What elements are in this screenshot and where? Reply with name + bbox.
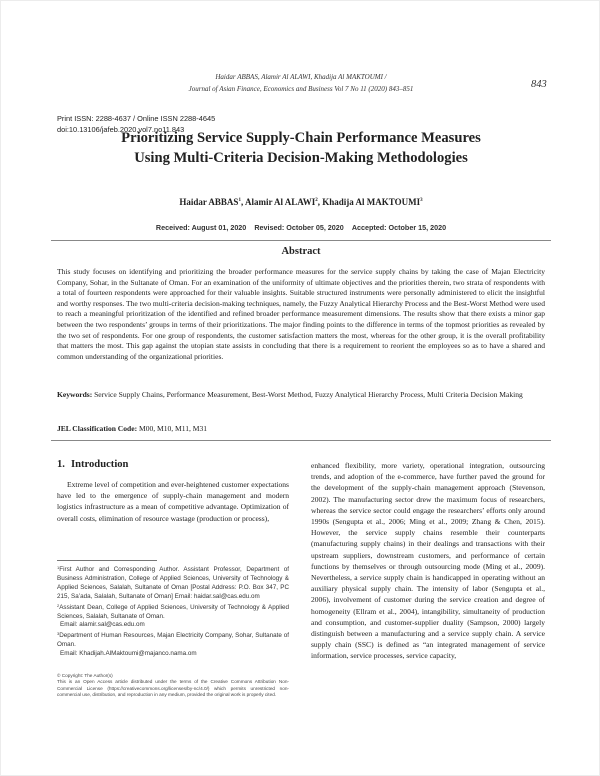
footnote-text: Department of Human Resources, Majan Electricity Company, Sohar, Sultanate of Oman. — [57, 632, 289, 649]
author-name: Alamir Al ALAWI — [244, 197, 316, 207]
footnotes — [57, 564, 289, 659]
jel-label: JEL Classification Code: — [57, 424, 138, 433]
jel-codes: M00, M10, M11, M31 — [138, 424, 208, 433]
accepted-date: Accepted: October 15, 2020 — [351, 223, 447, 232]
jel-classification — [57, 424, 545, 435]
footnote-2-email: Email: alamir.sal@cas.edu.om — [60, 621, 145, 629]
running-head — [1, 71, 600, 95]
footnote-mark: 1 — [57, 565, 60, 570]
publication-dates — [51, 223, 551, 232]
header-divider — [51, 240, 551, 241]
revised-date: Revised: October 05, 2020 — [254, 223, 344, 232]
keywords-label: Keywords: — [57, 390, 93, 399]
doi-line: doi:10.13106/jafeb.2020.vol7.no11.843 — [57, 125, 185, 134]
keywords — [57, 390, 545, 401]
keywords-text: Service Supply Chains, Performance Measurement, Best-Worst Method, Fuzzy Analytical Hierarchy Process, Multi Criteria Decision Making — [94, 390, 523, 399]
copyright-notice — [57, 673, 289, 698]
running-head-journal: Journal of Asian Finance, Economics and Business Vol 7 No 11 (2020) 843–851 — [188, 85, 414, 93]
author-name: Haidar ABBAS — [179, 197, 239, 207]
footnote-mark: 3 — [57, 631, 60, 637]
footnote-1 — [57, 564, 289, 602]
intro-right-column: enhanced flexibility, more variety, operational integration, outsourcing trends, and adoption of the e-commerce, have further paved the ground for the development of the supply-chain management approach (Stevenson, 2002). The manufacturing sector drew the maximum focus of researchers, whereas the service sector could engage the researchers’ efforts only around 1990s (Sengupta et al., 2006; Ming et al., 2009; Zhang & Chen, 2015). However, the service supply chains resemble their counterparts (manufacturing supply chains) in their dealings and transactions with their upstream suppliers, downstream customers, and performance of certain functions by themselves or through outsourcing mode (Ming et al., 2009). Nevertheless, a service supply chain is handicapped in operating without an auxiliary physical supply chain. The intensity of labor (Sengupta et al., 2006), involvement of customer during the service creation and degree of homogeneity (Ellram et al., 2004), intangibility, simultaneity of production and consumption, and customer-supplier duality (Sampson, 2000) largely distinguish between a manufacturing and a service supply chain. A service supply chain (SSC) is defined as “an integrated management of service information, service processes, service capacity, — [311, 461, 545, 661]
intro-left-column: Extreme level of competition and ever-heightened customer expectations have led to the emergence of supply-chain management and modern logistics infrastructure as a mean of competitive advantage. Optimization of overall costs, elimination of resource wastage (production or process), — [57, 480, 289, 523]
author-list: Haidar ABBAS$^1$, Alamir Al ALAWI$^2$, Khadija Al MAKTOUMI$^3$ — [179, 197, 423, 207]
running-head-authors: Haidar ABBAS, Alamir Al ALAWI, Khadija Al MAKTOUMI / — [215, 73, 387, 81]
footnote-3 — [57, 630, 289, 650]
author-affiliation-mark: 1 — [238, 198, 241, 203]
page-number: 843 — [531, 79, 547, 90]
abstract-body: This study focuses on identifying and prioritizing the broader performance measures for the service supply chains by taking the case of Majan Electricity Company, Sohar, in the Sultanate of Oman. For an examination of the uniformity of ultimate objectives and the priorities therein, two strata of respondents with a total of fourteen respondents were approached for their valuable insights. Suitable structured instruments were personally administered to elicit the insightful and worthy responses. The two multi-criteria decision-making techniques, namely, the Fuzzy Analytical Hierarchy Process and the Best-Worst Method were used to reach a meaningful prioritization of the identified and refined broader performance measurement dimensions. The results show that there exists a minor gap between the two respondents’ groups in terms of their prioritizations. The major finding points to the difference in terms of the topmost priorities as revealed by the two set of respondents. For one group of respondents, the customer satisfaction matters the most, whereas for the other group, it is the overall profitability that matters the most. This gap against the utopian state assists in concluding that there is a requirement to reorient the employees so as to have a shared and common understanding of the organizational priorities. — [57, 267, 545, 361]
author-affiliation-mark: 3 — [420, 198, 423, 203]
copyright-line: © Copyright: The Author(s) — [57, 673, 113, 678]
paper-title — [51, 129, 551, 168]
footnote-divider — [57, 560, 157, 561]
footnote-2 — [57, 602, 289, 622]
abstract-divider — [51, 440, 551, 441]
license-text: This is an Open Access article distributed under the terms of the Creative Commons Attribution Non-Commercial License (https://creativecommons.org/licenses/by-nc/4.0/) which permits unrestricted non-commercial use, distribution, and reproduction in any medium, provided the original work is properly cited. — [57, 679, 289, 697]
issn-line: Print ISSN: 2288-4637 / Online ISSN 2288-4645 — [57, 114, 216, 123]
section-heading-introduction — [57, 459, 128, 470]
author-affiliation-mark: 2 — [315, 198, 318, 203]
section-title: Introduction — [70, 459, 129, 470]
title-line-2: Using Multi-Criteria Decision-Making Methodologies — [134, 149, 468, 166]
received-date: Received: August 01, 2020 — [155, 223, 247, 232]
footnote-text: Assistant Dean, College of Applied Sciences, University of Technology & Applied Sciences, Salalah, Sultanate of Oman. — [57, 603, 289, 620]
abstract-heading: Abstract — [281, 246, 321, 257]
author-name: Khadija Al MAKTOUMI — [322, 197, 421, 207]
footnote-mark: 2 — [57, 602, 60, 608]
footnote-3-email: Email: Khadijah.AlMaktoumi@majanco.nama.om — [60, 650, 197, 658]
footnote-text: First Author and Corresponding Author. Assistant Professor, Department of Business Administration, College of Applied Sciences, University of Technology & Applied Sciences, Salalah, Sultanate of Oman [Postal Address: P.O. Box 347, PC 215, Sa’ada, Salalah, Sultanate of Oman] Email: haidar.sal@cas.edu.om — [57, 566, 289, 600]
section-number: 1. — [57, 459, 65, 470]
title-line-1: Prioritizing Service Supply-Chain Performance Measures — [121, 130, 481, 146]
